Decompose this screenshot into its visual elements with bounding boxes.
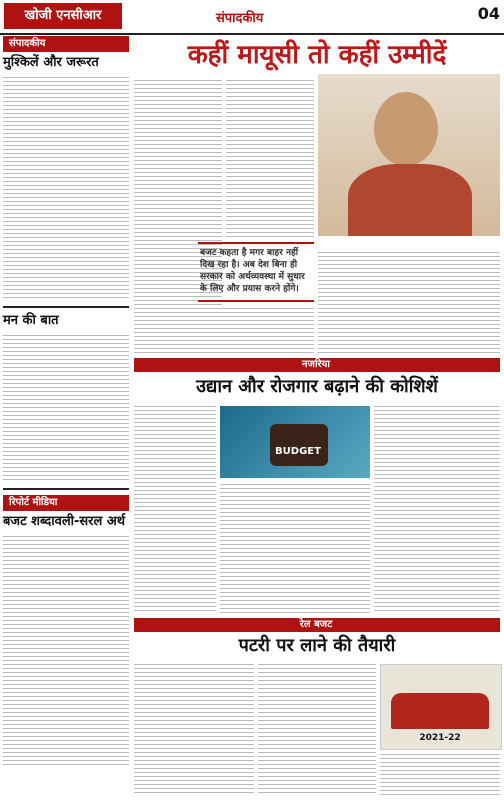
nazariya-body-col3 — [220, 482, 370, 614]
divider — [3, 488, 129, 490]
nazariya-headline: उद्यान और रोजगार बढ़ाने की कोशिशें — [196, 376, 438, 397]
mann-ki-baat-headline: मन की बात — [3, 313, 59, 328]
nazariya-body-col2 — [374, 404, 500, 614]
editorial-headline: मुश्किलें और जरूरत — [3, 55, 99, 70]
rail-year-label: 2021-22 — [419, 733, 461, 743]
masthead — [0, 0, 504, 35]
editorial-body — [3, 75, 129, 301]
divider — [3, 306, 129, 308]
rail-tag: रेल बजट — [299, 619, 333, 630]
main-article-col5 — [318, 250, 500, 354]
rail-body-col2 — [258, 662, 376, 796]
left-column — [3, 36, 129, 796]
main-article-col3 — [134, 250, 194, 354]
main-headline: कहीं मायूसी तो कहीं उम्मीदें — [187, 40, 447, 70]
nazariya-tag: नजरिया — [301, 359, 331, 370]
rail-body-col1 — [134, 662, 254, 796]
pull-quote: बजट कहता है मगर बाहर नहीं दिख रहा है। अब देश बिना ही सरकार को अर्थव्यवस्था में सुधार के लिए और प्रयास करने होंगे। — [198, 242, 314, 302]
report-tag: रिपोर्ट मीडिया — [3, 495, 129, 511]
page-number: 04 — [477, 4, 500, 23]
train-icon — [391, 693, 489, 729]
section-title: संपादकीय — [216, 11, 264, 26]
main-article-col4 — [198, 306, 314, 354]
portrait-face — [374, 92, 438, 166]
budget-glossary-headline: बजट शब्दावली-सरल अर्थ — [3, 514, 126, 529]
rail-budget-photo — [380, 664, 502, 750]
finance-minister-photo — [318, 74, 500, 236]
budget-label: BUDGET — [275, 446, 321, 457]
photo-caption — [318, 237, 500, 247]
budget-glossary-body — [3, 534, 129, 766]
nazariya-body-col1 — [134, 404, 216, 614]
rail-body-col3 — [380, 752, 500, 796]
mann-ki-baat-body — [3, 333, 129, 483]
newspaper-logo: खोजी एनसीआर — [4, 3, 122, 29]
budget-photo — [220, 406, 370, 478]
main-article-col2 — [226, 78, 314, 238]
rail-headline: पटरी पर लाने की तैयारी — [238, 635, 396, 656]
editorial-tag: संपादकीय — [3, 36, 129, 52]
portrait-body — [348, 164, 472, 236]
